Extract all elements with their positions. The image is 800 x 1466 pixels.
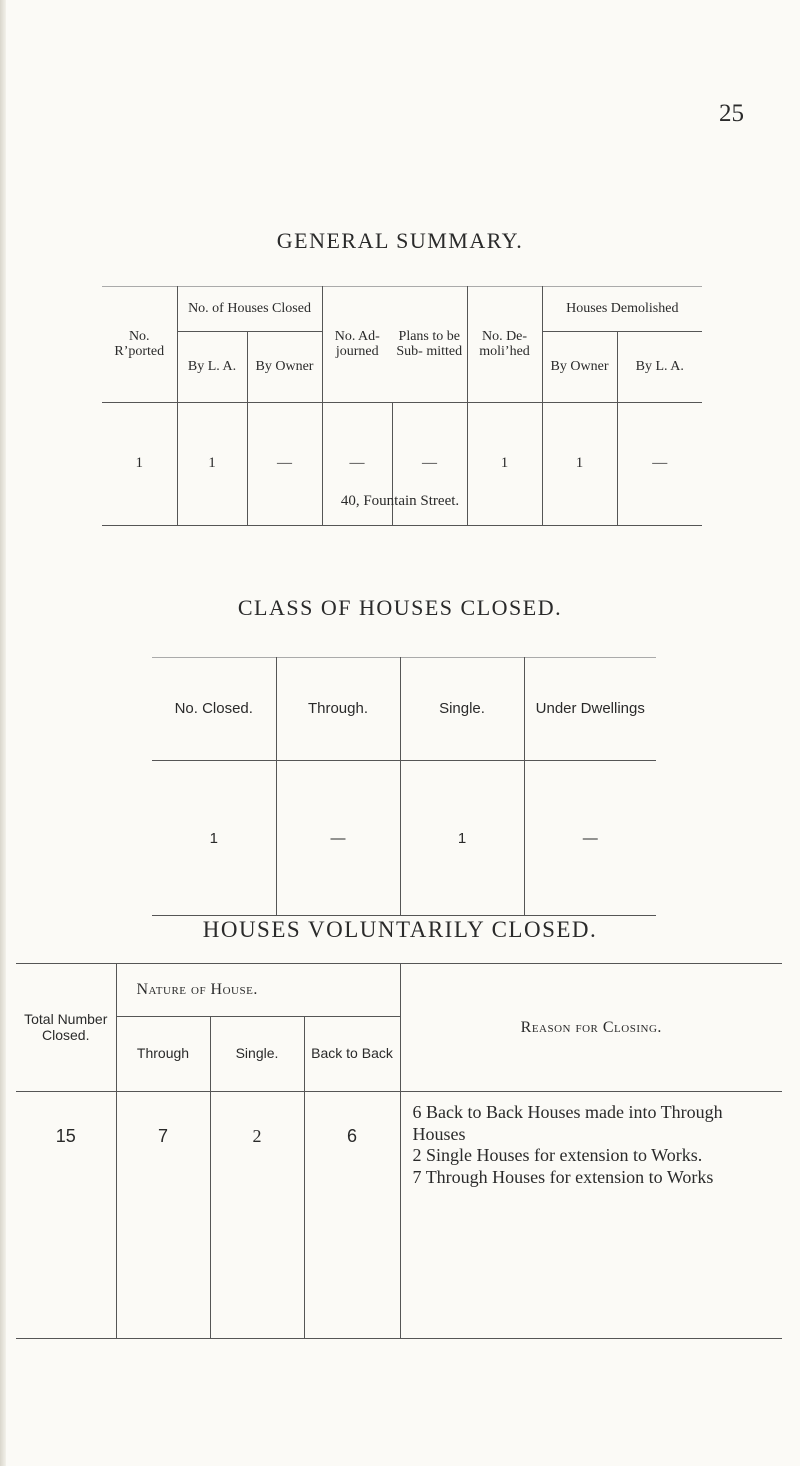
header-closed-by-owner: By Owner bbox=[247, 332, 322, 403]
header-through: Through bbox=[116, 1017, 210, 1092]
header-no-adjourned: No. Ad- journed bbox=[322, 287, 392, 403]
header-demolished-by-owner: By Owner bbox=[542, 332, 617, 403]
reason-cell bbox=[400, 1092, 782, 1339]
reason-line: 6 Back to Back Houses made into Through Houses bbox=[412, 1102, 723, 1144]
header-through: Through. bbox=[276, 658, 400, 761]
class-closed-title: CLASS OF HOUSES CLOSED. bbox=[237, 595, 563, 620]
table-row bbox=[152, 761, 656, 916]
table-cell: — bbox=[617, 403, 702, 526]
header-closed-by-la: By L. A. bbox=[177, 332, 247, 403]
voluntarily-closed-title: HOUSES VOLUNTARILY CLOSED. bbox=[202, 917, 598, 942]
table-cell: 7 bbox=[116, 1092, 210, 1339]
header-total-closed: Total Number Closed. bbox=[16, 964, 116, 1092]
table-row bbox=[16, 1092, 782, 1339]
header-under-dwellings: Under Dwellings bbox=[524, 658, 656, 761]
table-cell: 2 bbox=[210, 1092, 304, 1339]
header-demolished-by-la: By L. A. bbox=[617, 332, 702, 403]
table-cell: — bbox=[276, 761, 400, 916]
table-cell: 1 bbox=[209, 829, 218, 847]
header-single: Single. bbox=[210, 1017, 304, 1092]
table-cell: 1 bbox=[177, 403, 247, 526]
header-reason: Reason for Closing. bbox=[400, 964, 782, 1092]
table-cell: — bbox=[392, 403, 467, 526]
address-caption: 40, Fountain Street. bbox=[340, 493, 460, 509]
reason-line: 2 Single Houses for extension to Works. bbox=[412, 1145, 703, 1166]
page-edge bbox=[0, 0, 6, 1466]
header-no-reported: No. R’ported bbox=[102, 287, 177, 403]
header-houses-demolished: Houses Demolished bbox=[542, 287, 702, 332]
header-houses-closed: No. of Houses Closed bbox=[177, 287, 322, 332]
general-summary-table bbox=[102, 286, 702, 526]
table-cell: — bbox=[247, 403, 322, 526]
header-back-to-back: Back to Back bbox=[304, 1017, 400, 1092]
table-cell: — bbox=[524, 761, 656, 916]
page-number: 25 bbox=[719, 100, 744, 127]
general-summary-title: GENERAL SUMMARY. bbox=[276, 228, 524, 253]
voluntarily-closed-table bbox=[16, 963, 782, 1339]
header-no-demolished: No. De- moli’hed bbox=[467, 287, 542, 403]
table-cell: 1 bbox=[542, 403, 617, 526]
header-single: Single. bbox=[400, 658, 524, 761]
header-plans-submitted: Plans to be Sub- mitted bbox=[392, 287, 467, 403]
table-cell: 15 bbox=[55, 1126, 76, 1146]
header-nature-of-house: Nature of House. bbox=[116, 964, 400, 1017]
table-cell: 1 bbox=[400, 761, 524, 916]
table-cell: — bbox=[322, 403, 392, 526]
class-closed-table bbox=[152, 657, 656, 916]
table-cell: 1 bbox=[135, 455, 143, 472]
table-cell: 1 bbox=[467, 403, 542, 526]
header-no-closed: No. Closed. bbox=[152, 658, 276, 761]
table-cell: 6 bbox=[304, 1092, 400, 1339]
reason-line: 7 Through Houses for extension to Works bbox=[412, 1166, 714, 1187]
